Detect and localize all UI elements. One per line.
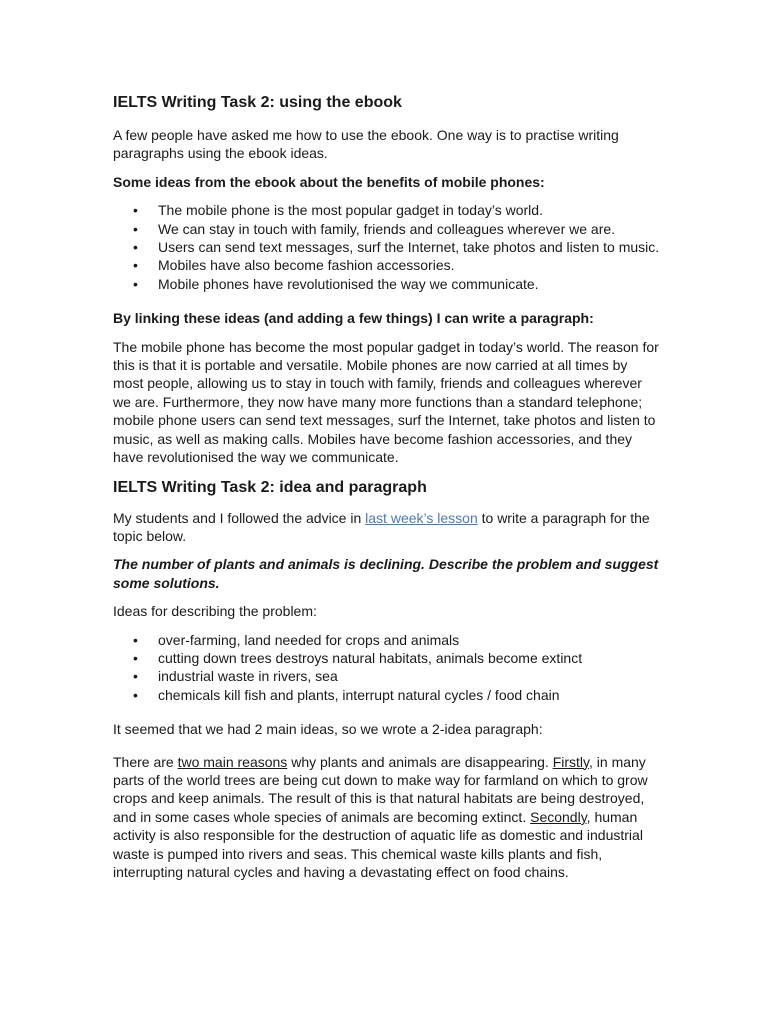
paragraph-text: why plants and animals are disappearing. [287,753,553,770]
paragraph-text: There are [113,753,178,770]
list-item: • The mobile phone is the most popular gadget in today’s world. [113,201,661,219]
two-idea-paragraph [113,753,661,882]
essay-topic: The number of plants and animals is declining. Describe the problem and suggest some solutions. [113,556,659,591]
list-item: • chemicals kill fish and plants, interrupt natural cycles / food chain [113,686,661,704]
underlined-phrase: two main reasons [177,753,288,770]
mobile-paragraph: The mobile phone has become the most popular gadget in today’s world. The reason for this is that it is portable and versatile. Mobile phones are now carried at all times by most people, allowing us to stay in touch with family, friends and colleagues wherever we are. Furthermore, they now have many more functions than a standard telephone; mobile phone users can send text messages, surf the Internet, take photos and listen to music, as well as making calls. Mobiles have become fashion accessories, and they have revolutionised the way we communicate. [113,338,659,466]
list-item: • industrial waste in rivers, sea [113,667,661,685]
paragraph-text: , in many parts of the world trees are being cut down to make way for farmland on which to grow crops and keep animals. The result of this is that natural habitats are being destroyed, and in some cases whole species of animals are becoming extinct. [113,753,648,825]
list-item: • over-farming, land needed for crops and animals [113,631,661,649]
list-item: • Mobile phones have revolutionised the way we communicate. [113,275,661,293]
intro-text: My students and I followed the advice in [113,509,366,526]
intro-text: to write a paragraph for the topic below. [113,509,650,544]
list-item: • We can stay in touch with family, friends and colleagues wherever we are. [113,220,661,238]
ideas-heading: Some ideas from the ebook about the benefits of mobile phones: [113,173,545,190]
underlined-phrase: Firstly [552,753,589,770]
list-item: • Mobiles have also become fashion accessories. [113,256,661,274]
last-week-lesson-link[interactable]: last week’s lesson [365,509,478,526]
section1-heading: IELTS Writing Task 2: using the ebook [113,94,402,111]
summary-sentence: It seemed that we had 2 main ideas, so we wrote a 2-idea paragraph: [113,721,543,738]
document-content [113,92,661,881]
linking-heading: By linking these ideas (and adding a few things) I can write a paragraph: [113,310,594,327]
ideas-label: Ideas for describing the problem: [113,603,317,620]
section2-intro [113,509,661,546]
problem-ideas-list [113,631,661,705]
paragraph-text: , human activity is also responsible for the destruction of aquatic life as domestic and industrial waste is pumped into rivers and seas. This chemical waste kills plants and fish, interrupting natural cycles and having a devastating effect on food chains. [113,808,643,880]
list-item: • cutting down trees destroys natural habitats, animals become extinct [113,649,661,667]
section1-intro: A few people have asked me how to use the ebook. One way is to practise writing paragraphs using the ebook ideas. [113,127,619,162]
underlined-phrase: Secondly [530,808,587,825]
section2-heading: IELTS Writing Task 2: idea and paragraph [113,478,427,496]
list-item: • Users can send text messages, surf the Internet, take photos and listen to music. [113,238,661,256]
mobile-ideas-list [113,201,661,293]
